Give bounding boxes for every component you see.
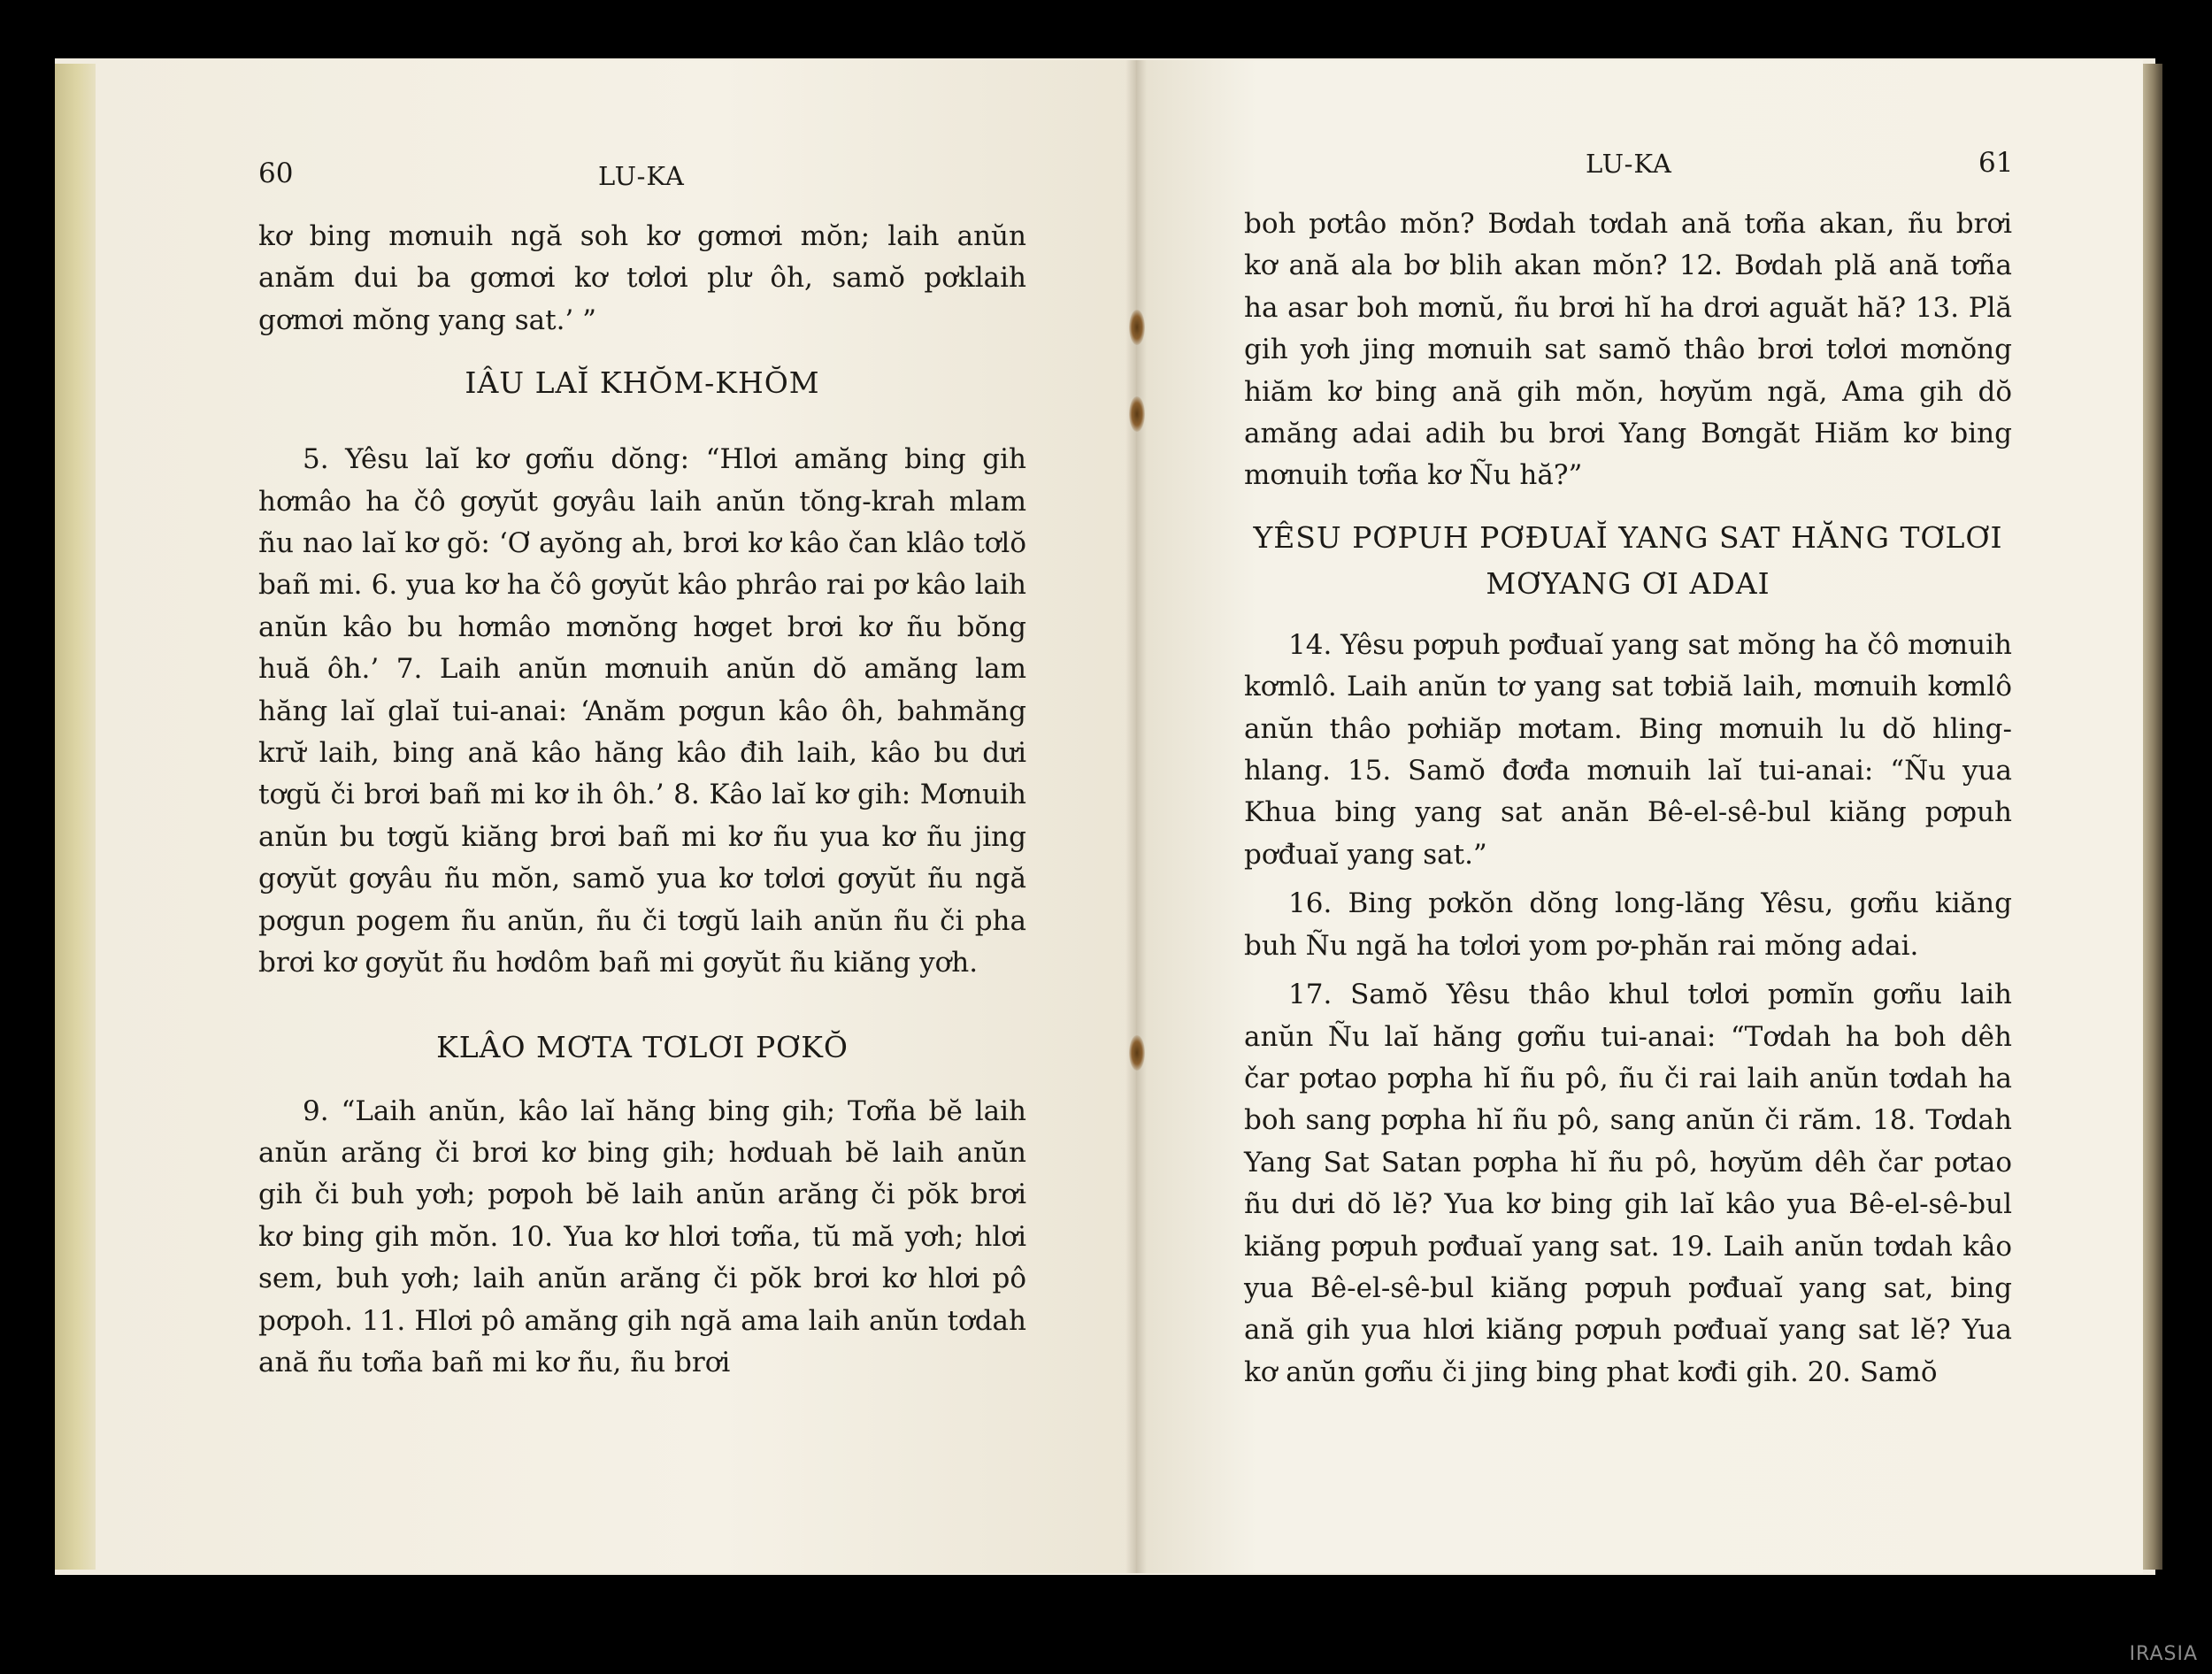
right-page-number: 61 [1978, 147, 2014, 179]
right-page-body [1244, 203, 2012, 1394]
left-page-number: 60 [258, 157, 294, 189]
book-gutter [1125, 60, 1147, 1573]
binding-stitch [1129, 396, 1145, 432]
paragraph: kơ bing mơnuih ngă soh kơ gơmơi mŏn; laih anŭn anăm dui ba gơmơi kơ tơlơi plư ôh, samŏ pơklaih gơmơi mŏng yang sat.’ ” [258, 220, 1026, 336]
section-heading: IÂU LAĬ KHŎM-KHŎM [465, 365, 820, 401]
paragraph: 17. Samŏ Yêsu thâo khul tơlơi pơmĭn gơñu laih anŭn Ñu laĭ hăng gơñu tui-anai: “Tơdah ha boh dêh čar pơtao pơpha hĭ ñu pô, ñu či rai laih anŭn tơdah ha boh sang pơpha hĭ ñu pô, sang anŭn či răm. 18. Tơdah Yang Sat Satan pơpha hĭ ñu pô, hơyŭm dêh čar pơtao ñu dưi dŏ lĕ? Yua kơ bing gih laĭ kâo yua Bê-el-sê-bul kiăng pơpuh pơđuaĭ yang sat. 19. Laih anŭn tơdah kâo yua Bê-el-sê-bul kiăng pơpuh pơđuaĭ yang sat, bing ană gih yua hlơi kiăng pơpuh pơđuaĭ yang sat lĕ? Yua kơ anŭn gơñu či jing bing phat kơđi gih. 20. Samŏ [1244, 979, 2012, 1388]
paragraph: 16. Bing pơkŏn dŏng long-lăng Yêsu, gơñu kiăng buh Ñu ngă ha tơlơi yom pơ-phăn rai mŏng adai. [1244, 887, 2012, 962]
paragraph: 5. Yêsu laĭ kơ gơñu dŏng: “Hlơi amăng bing gih hơmâo ha čô gơyŭt gơyâu laih anŭn tŏng-krah mlam ñu nao laĭ kơ gŏ: ‘Ơ ayŏng ah, brơi kơ kâo čan klâo tơlŏ bañ mi. 6. yua kơ ha čô gơyŭt kâo phrâo rai pơ kâo laih anŭn kâo bu hơmâo mơnŏng hơget brơi kơ ñu bŏng huă ôh.’ 7. Laih anŭn mơnuih anŭn dŏ amăng lam hăng laĭ glaĭ tui-anai: ‘Anăm pơgun kâo ôh, bahmăng krư̆ laih, bing ană kâo hăng kâo đih laih, kâo bu dưi tơgŭ či brơi bañ mi kơ ih ôh.’ 8. Kâo laĭ kơ gih: Mơnuih anŭn bu tơgŭ kiăng brơi bañ mi kơ ñu yua kơ ñu jing gơyŭt gơyâu ñu mŏn, samŏ yua kơ tơlơi gơyŭt ñu ngă pơgun pogem ñu anŭn, ñu či tơgŭ laih anŭn ñu či pha brơi kơ gơyŭt ñu hơdôm bañ mi gơyŭt ñu kiăng yơh. [258, 443, 1026, 979]
paragraph: 14. Yêsu pơpuh pơđuaĭ yang sat mŏng ha čô mơnuih kơmlô. Laih anŭn tơ yang sat tơbiă laih, mơnuih kơmlô anŭn thâo pơhiăp mơtam. Bing mơnuih lu dŏ hling-hlang. 15. Samŏ đơđa mơnuih laĭ tui-anai: “Ñu yua Khua bing yang sat anăn Bê-el-sê-bul kiăng pơpuh pơđuaĭ yang sat.” [1244, 628, 2012, 871]
watermark: IRASIA [2129, 1643, 2198, 1665]
left-page-body [258, 216, 1026, 1384]
section-heading: KLÂO MƠTA TƠLƠI PƠKŎ [436, 1029, 849, 1064]
binding-stitch [1129, 1035, 1145, 1071]
book-page-edges-left [55, 64, 99, 1570]
right-running-head: LU-KA [1586, 149, 1672, 179]
paragraph: 9. “Laih anŭn, kâo laĭ hăng bing gih; Tơña bĕ laih anŭn arăng či brơi kơ bing gih; hơduah bĕ laih anŭn gih či buh yơh; pơpoh bĕ laih anŭn arăng či pŏk brơi kơ bing gih mŏn. 10. Yua kơ hlơi tơña, tŭ mă yơh; hlơi sem, buh yơh; laih anŭn arăng či pŏk brơi kơ hlơi pô pơpoh. 11. Hlơi pô amăng gih ngă ama laih anŭn tơdah ană ñu tơña bañ mi kơ ñu, ñu brơi [258, 1094, 1026, 1378]
book-page-edges-right [2141, 64, 2162, 1570]
section-heading: YÊSU PƠPUH PƠĐUAĬ YANG SAT HĂNG TƠLƠI MƠYANG ƠI ADAI [1253, 519, 2003, 601]
binding-stitch [1129, 310, 1145, 345]
left-running-head: LU-KA [598, 161, 685, 191]
paragraph: boh pơtâo mŏn? Bơdah tơdah ană tơña akan, ñu brơi kơ ană ala bơ blih akan mŏn? 12. Bơdah plă ană tơña ha asar boh mơnŭ, ñu brơi hĭ ha drơi aguăt hă? 13. Plă gih yơh jing mơnuih sat samŏ thâo brơi tơlơi mơnŏng hiăm kơ bing ană gih mŏn, hơyŭm ngă, Ama gih dŏ amăng adai adih bu brơi Yang Bơngăt Hiăm kơ bing mơnuih tơña kơ Ñu hă?” [1244, 208, 2012, 492]
